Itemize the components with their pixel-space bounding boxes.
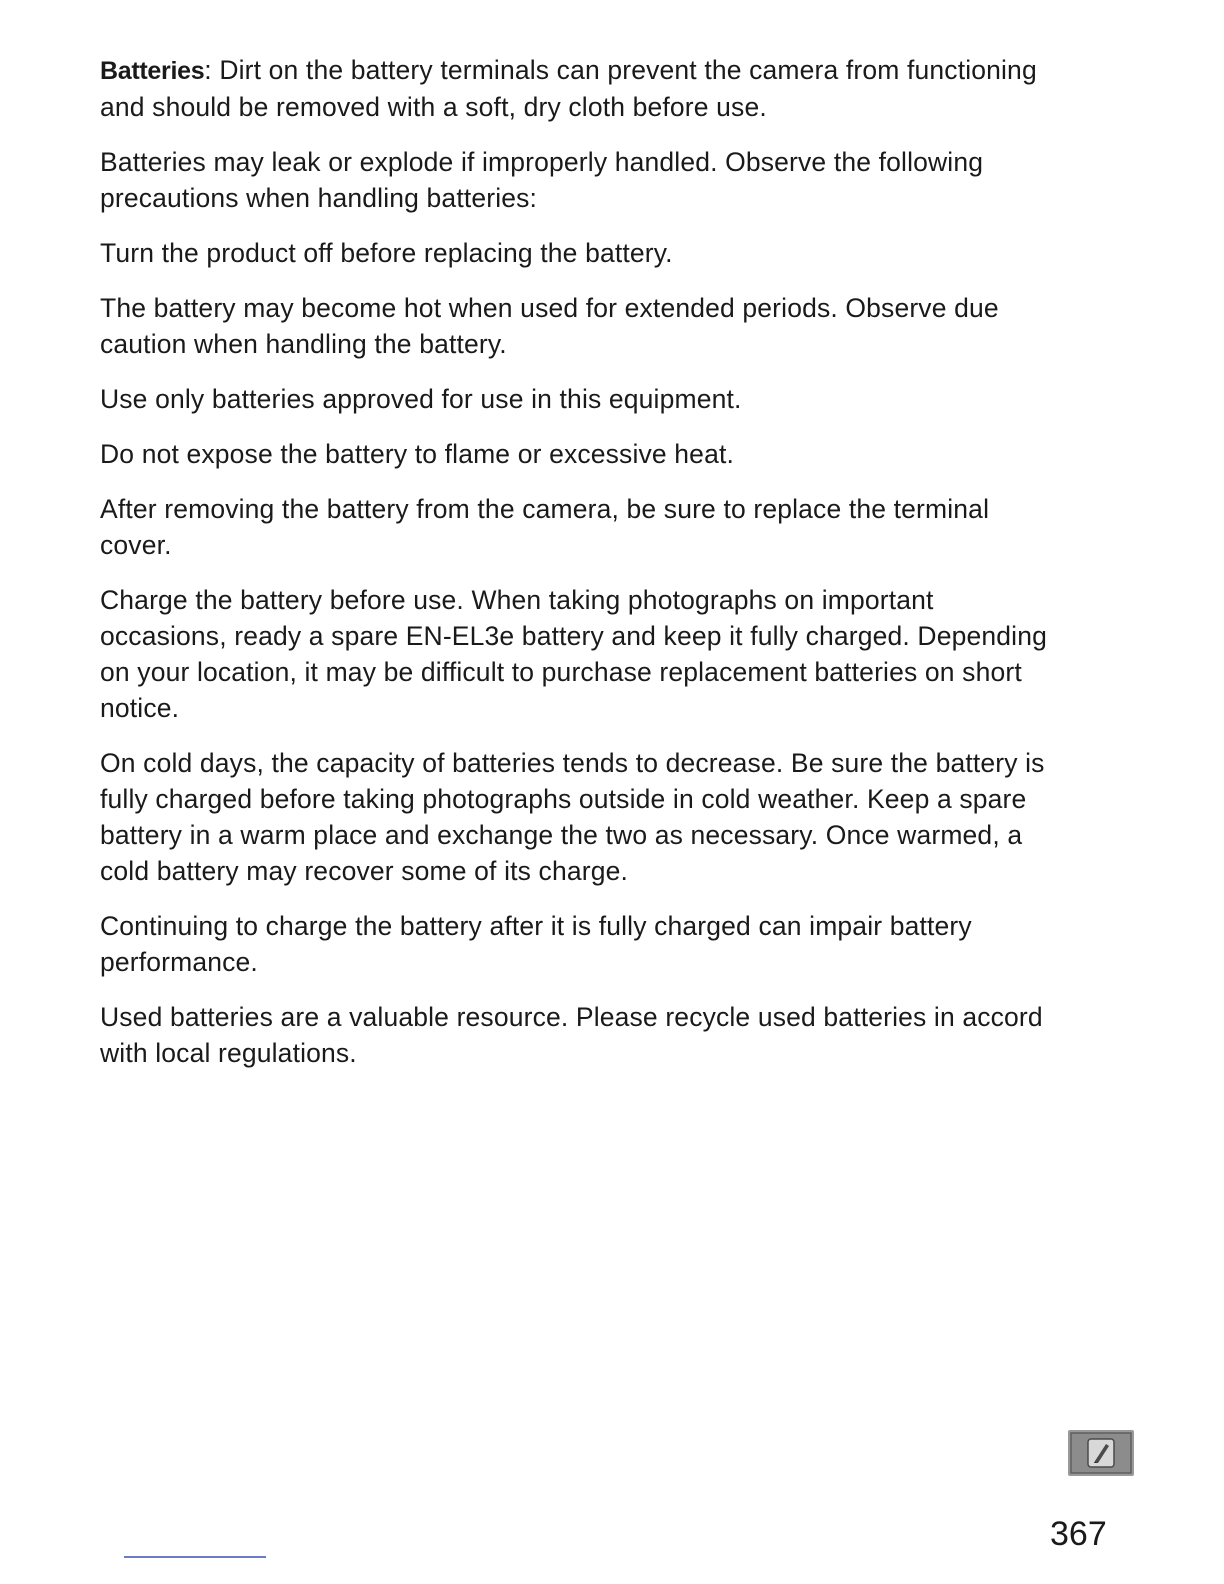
technical-notes-icon-graphic [1068,1430,1134,1476]
intro-text: : Dirt on the battery terminals can prevent the camera from functioning and should be removed with a soft, dry cloth before use. [100,55,1037,122]
paragraph-handling-warning: Batteries may leak or explode if improperly handled. Observe the following precautions when handling batteries: [100,147,984,213]
document-body [100,52,1060,1090]
paragraph-terminal-cover: After removing the battery from the camera, be sure to replace the terminal cover. [100,494,990,560]
technical-notes-icon [1068,1430,1134,1476]
footer-rule [124,1556,266,1558]
paragraph-flame-heat: Do not expose the battery to flame or excessive heat. [100,439,734,469]
intro-lead: Batteries [100,57,205,85]
paragraph-turn-off: Turn the product off before replacing the battery. [100,238,673,268]
paragraph-recycle: Used batteries are a valuable resource. Please recycle used batteries in accord with local regulations. [100,1002,1043,1068]
intro-paragraph [100,52,1060,125]
paragraph-overcharge: Continuing to charge the battery after it is fully charged can impair battery performance. [100,911,972,977]
page-number: 367 [1050,1515,1107,1553]
paragraph-approved-batteries: Use only batteries approved for use in this equipment. [100,384,742,414]
paragraph-hot-battery: The battery may become hot when used for extended periods. Observe due caution when handling the battery. [100,293,999,359]
paragraph-charge-before-use: Charge the battery before use. When taking photographs on important occasions, ready a spare EN-EL3e battery and keep it fully charged. Depending on your location, it may be difficult to purchase replacement batteries on short notice. [100,585,1047,723]
paragraph-cold-days: On cold days, the capacity of batteries tends to decrease. Be sure the battery is fully charged before taking photographs outside in cold weather. Keep a spare battery in a warm place and exchange the two as necessary. Once warmed, a cold battery may recover some of its charge. [100,748,1045,886]
